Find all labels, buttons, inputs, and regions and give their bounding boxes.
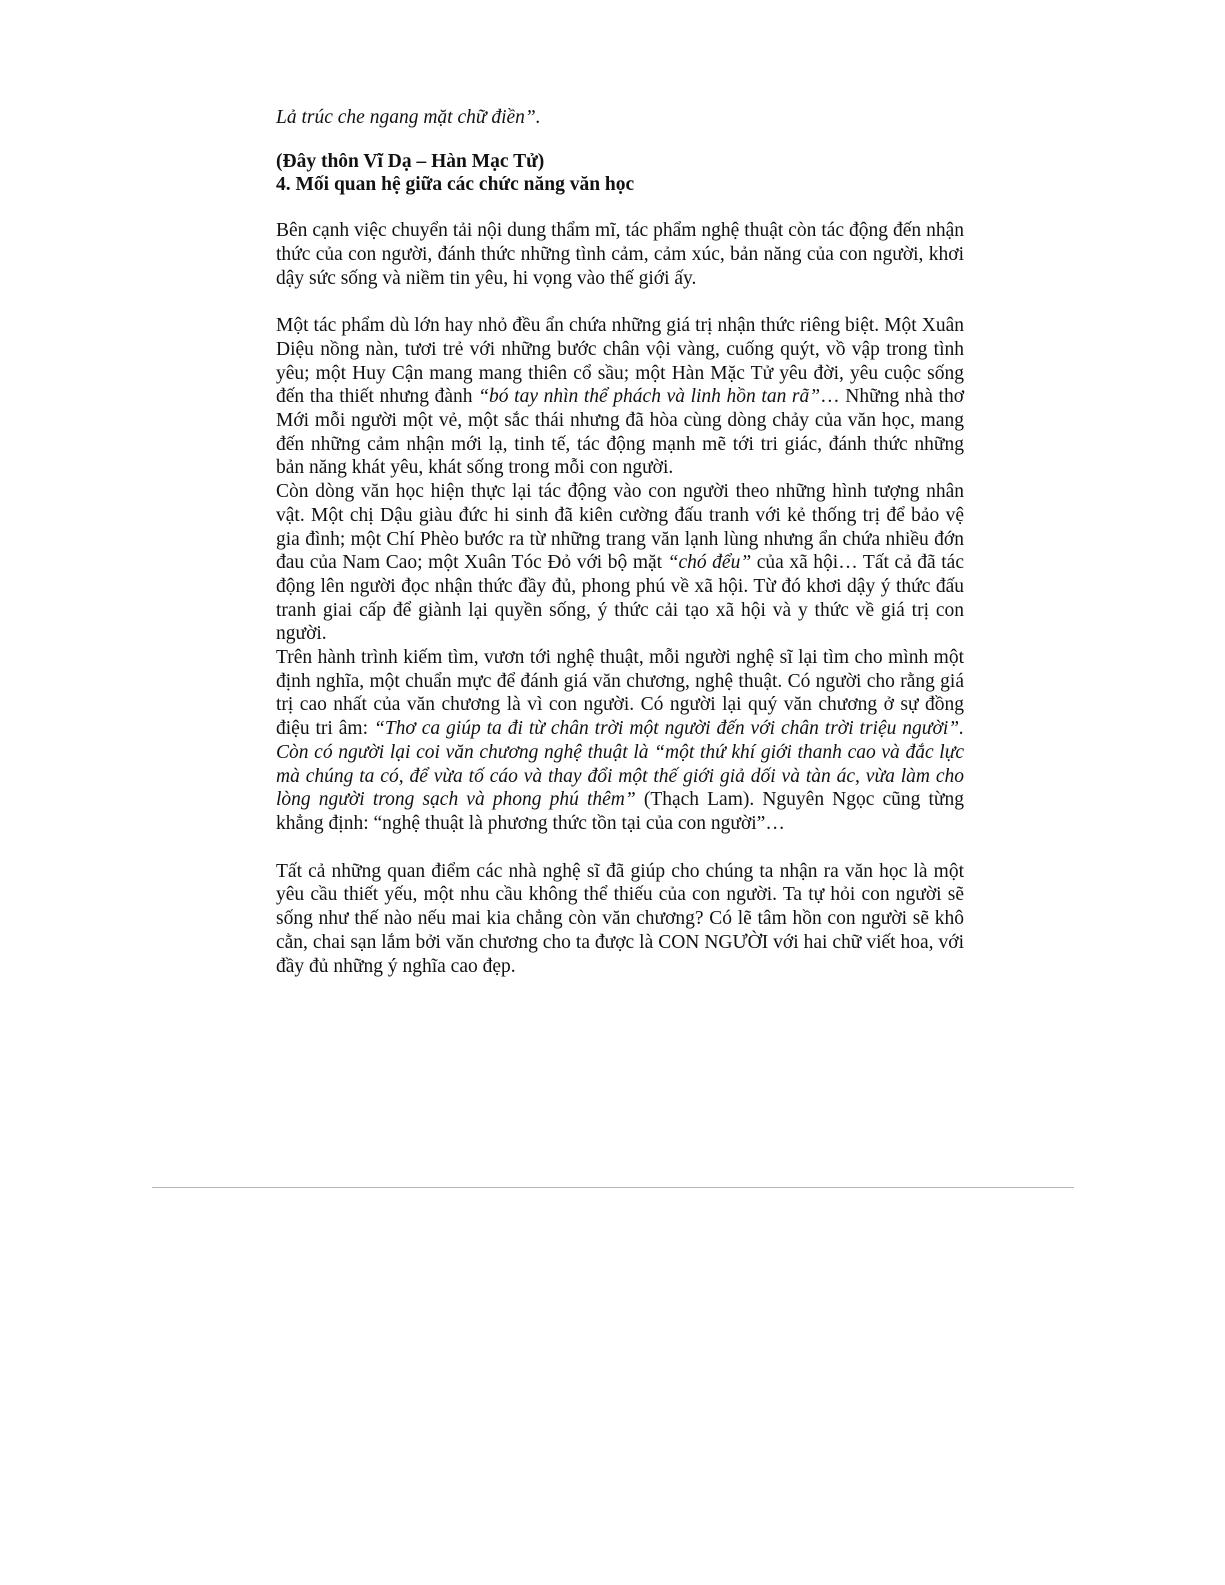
paragraph-2: [276, 314, 964, 480]
paragraph-3: [276, 480, 964, 646]
paragraph-3-text-b: của xã hội… Tất cả đã tác động lên người đọc nhận thức đầy đủ, phong phú về xã hội. Từ đó khơi dậy ý thức đấu tranh giai cấp để giành lại quyền sống, ý thức cải tạo xã hội và y thức về giá trị con người.: [276, 552, 964, 645]
section-title: 4. Mối quan hệ giữa các chức năng văn học: [276, 174, 635, 196]
paragraph-4: [276, 646, 964, 836]
paragraph-5: Tất cả những quan điểm các nhà nghệ sĩ đã giúp cho chúng ta nhận ra văn học là một yêu cầu thiết yếu, một nhu cầu không thể thiếu của con người. Ta tự hỏi con người sẽ sống như thế nào nếu mai kia chẳng còn văn chương? Có lẽ tâm hồn con người sẽ khô cằn, chai sạn lắm bởi văn chương cho ta được là CON NGƯỜI với hai chữ viết hoa, với đầy đủ những ý nghĩa cao đẹp.: [276, 860, 964, 977]
heading-block: [276, 150, 964, 197]
paragraph-2-text-a: Một tác phẩm dù lớn hay nhỏ đều ẩn chứa những giá trị nhận thức riêng biệt. Một Xuân Diệu nồng nàn, tươi trẻ với những bước chân vội vàng, cuống quýt, vồ vập trong tình yêu; một Huy Cận mang mang thiên cổ sầu; một Hàn Mặc Tử yêu đời, yêu cuộc sống đến tha thiết nhưng đành: [276, 315, 964, 408]
document-page: [276, 106, 964, 978]
paragraph-2-text-b: … Những nhà thơ Mới mỗi người một vẻ, một sắc thái nhưng đã hòa cùng dòng chảy của văn học, mang đến những cảm nhận mới lạ, tinh tế, tác động mạnh mẽ tới tri giác, đánh thức những bản năng khát yêu, khát sống trong mỗi con người.: [276, 386, 964, 479]
footer-divider: [152, 1187, 1074, 1188]
citation: (Đây thôn Vĩ Dạ – Hàn Mạc Tử): [276, 150, 545, 172]
paragraph-3-quote: “chó đểu”: [667, 552, 752, 574]
paragraph-2-quote: “bó tay nhìn thể phách và linh hồn tan rã”: [478, 386, 821, 408]
paragraph-4-text-b: (Thạch Lam). Nguyên Ngọc cũng từng khẳng định: “nghệ thuật là phương thức tồn tại của con người”…: [276, 789, 964, 834]
verse-line: Lả trúc che ngang mặt chữ điền”.: [276, 107, 541, 128]
paragraph-4-quote: “Thơ ca giúp ta đi từ chân trời một người đến với chân trời triệu người”. Còn có người lại coi văn chương nghệ thuật là “một thứ khí giới thanh cao và đắc lực mà chúng ta có, để vừa tố cáo và thay đổi một thế giới giả dối và tàn ác, vừa làm cho lòng người trong sạch và phong phú thêm”: [276, 718, 964, 811]
paragraph-3-text-a: Còn dòng văn học hiện thực lại tác động vào con người theo những hình tượng nhân vật. Một chị Dậu giàu đức hi sinh đã kiên cường đấu tranh với kẻ thống trị để bảo vệ gia đình; một Chí Phèo bước ra từ những trang văn lạnh lùng nhưng ẩn chứa nhiều đớn đau của Nam Cao; một Xuân Tóc Đỏ với bộ mặt: [276, 481, 964, 574]
paragraph-4-text-a: Trên hành trình kiếm tìm, vươn tới nghệ thuật, mỗi người nghệ sĩ lại tìm cho mình một định nghĩa, một chuẩn mực để đánh giá văn chương, nghệ thuật. Có người cho rằng giá trị cao nhất của văn chương là vì con người. Có người lại quý văn chương ở sự đồng điệu tri âm:: [276, 647, 964, 740]
paragraph-1: Bên cạnh việc chuyển tải nội dung thẩm mĩ, tác phẩm nghệ thuật còn tác động đến nhận thức của con người, đánh thức những tình cảm, cảm xúc, bản năng của con người, khơi dậy sức sống và niềm tin yêu, hi vọng vào thế giới ấy.: [276, 220, 964, 289]
